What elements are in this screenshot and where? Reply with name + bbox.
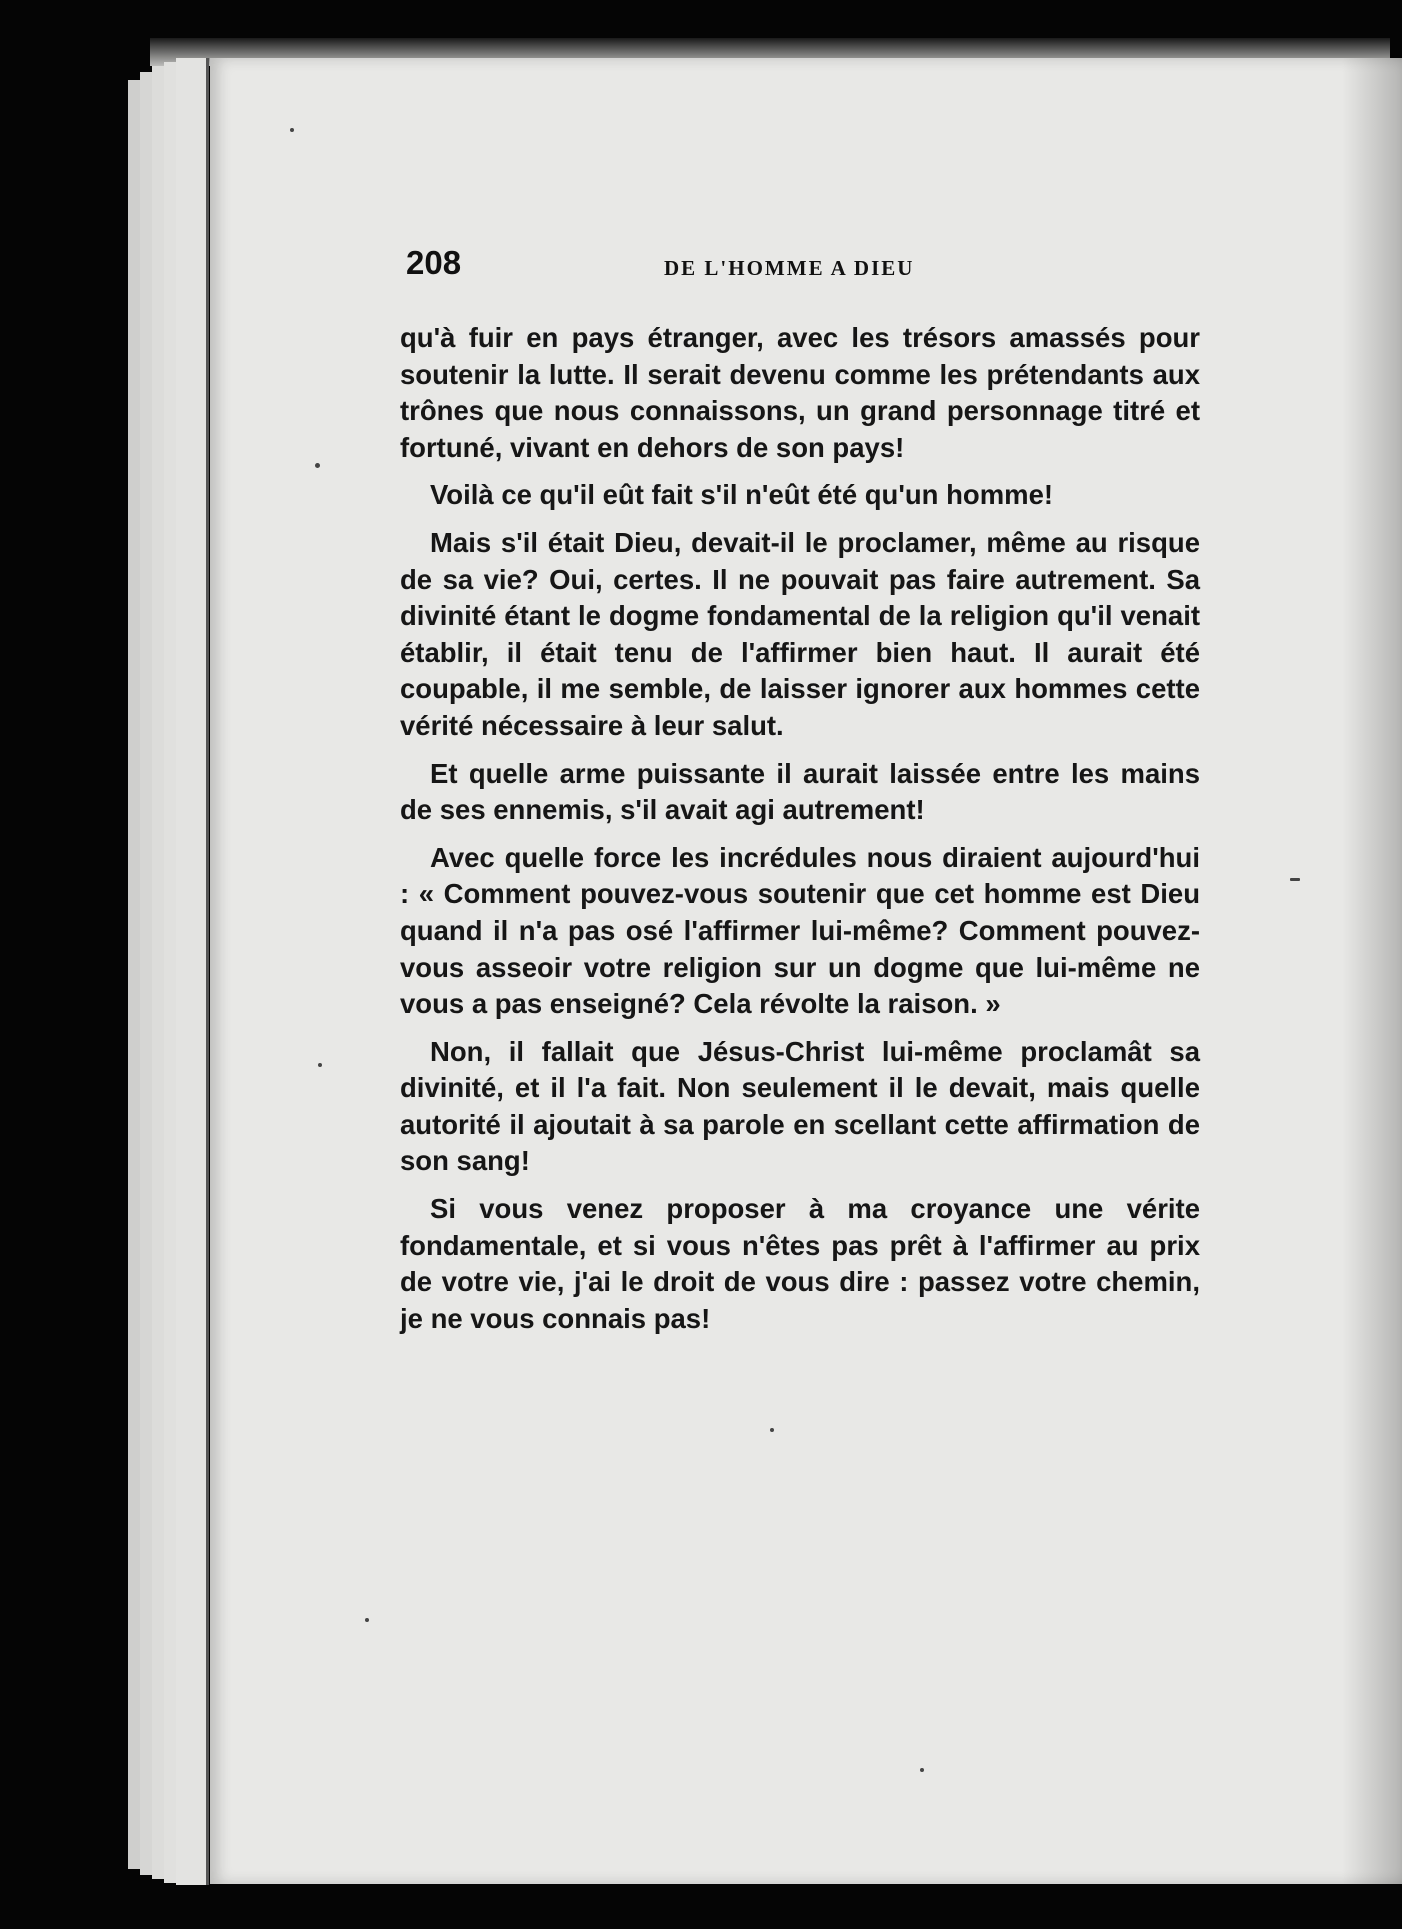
dust-speck xyxy=(290,128,294,132)
page-shadow xyxy=(1342,58,1402,1884)
dust-speck xyxy=(318,1063,322,1067)
page-header xyxy=(406,244,1196,304)
page-edge xyxy=(176,58,209,1885)
dust-speck xyxy=(315,463,320,468)
paragraph: Mais s'il était Dieu, devait-il le proclamer, même au risque de sa vie? Oui, certes. Il ne pouvait pas faire autrement. Sa divinité étant le dogme fondamental de la religion qu'il venait établir, il était tenu de l'affirmer bien haut. Il aurait été coupable, il me semble, de laisser ignorer aux hommes cette vérité nécessaire à leur salut. xyxy=(400,526,1200,741)
dust-speck xyxy=(1290,878,1300,881)
paragraph: Non, il fallait que Jésus-Christ lui-même proclamât sa divinité, et il l'a fait. Non seulement il le devait, mais quelle autorité il ajoutait à sa parole en scellant cette affirmation de son sang! xyxy=(400,1035,1200,1177)
running-title: DE L'HOMME A DIEU xyxy=(664,256,915,280)
body-text xyxy=(400,320,1200,1348)
paragraph: Si vous venez proposer à ma croyance une vérite fondamentale, et si vous n'êtes pas prêt à l'affirmer au prix de votre vie, j'ai le droit de vous dire : passez votre chemin, je ne vous connais pas! xyxy=(400,1193,1200,1334)
dust-speck xyxy=(770,1428,774,1432)
paragraph: qu'à fuir en pays étranger, avec les trésors amassés pour soutenir la lutte. Il serait devenu comme les prétendants aux trônes que nous connaissons, un grand personnage titré et fortuné, vivant en dehors de son pays! xyxy=(400,322,1200,463)
paragraph: Avec quelle force les incrédules nous diraient aujourd'hui : « Comment pouvez-vous soutenir que cet homme est Dieu quand il n'a pas osé l'affirmer lui-même? Comment pouvez-vous asseoir votre religion sur un dogme que lui-même ne vous a pas enseigné? Cela révolte la raison. » xyxy=(400,841,1200,1020)
page-number: 208 xyxy=(406,244,462,281)
book-page xyxy=(210,58,1402,1884)
dust-speck xyxy=(920,1768,924,1772)
paragraph: Voilà ce qu'il eût fait s'il n'eût été qu'un homme! xyxy=(430,479,1054,511)
paragraph: Et quelle arme puissante il aurait laissée entre les mains de ses ennemis, s'il avait agi autrement! xyxy=(400,757,1200,826)
dust-speck xyxy=(365,1618,369,1622)
